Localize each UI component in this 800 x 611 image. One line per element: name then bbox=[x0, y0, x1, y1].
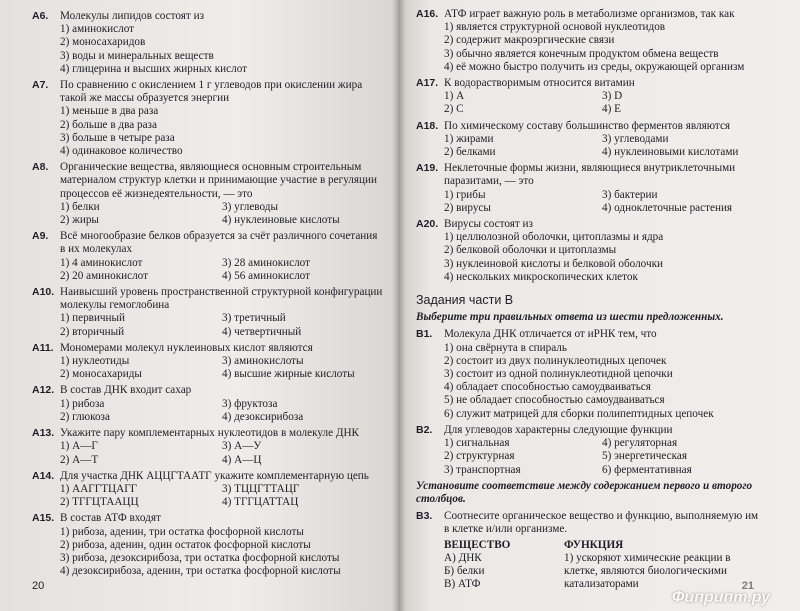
answer-option: 3) третичный bbox=[222, 312, 286, 325]
answer-option: 2) глюкоза bbox=[60, 410, 110, 423]
question-text: Вирусы состоят из bbox=[444, 218, 533, 231]
question-body bbox=[60, 286, 384, 339]
answer-option: 4) Е bbox=[602, 103, 621, 116]
answer-option: 1) сигнальная bbox=[444, 437, 510, 450]
answer-option: 1) первичный bbox=[60, 312, 126, 325]
answer-option: 3) А—У bbox=[222, 440, 262, 453]
question-number: А15. bbox=[32, 512, 55, 525]
answer-options bbox=[60, 398, 384, 424]
question-number: А13. bbox=[32, 427, 55, 440]
match-col2-header: ФУНКЦИЯ bbox=[564, 538, 624, 551]
answer-option: 2) С bbox=[444, 103, 464, 116]
question-number: А8. bbox=[32, 161, 49, 174]
question-body bbox=[444, 218, 760, 284]
instruction-choose-three: Выберите три правильных ответа из шести предложенных. bbox=[416, 311, 724, 324]
question-item bbox=[32, 286, 384, 339]
question-body bbox=[60, 79, 384, 158]
question-number: В2. bbox=[416, 423, 433, 436]
question-text: Молекула ДНК отличается от иРНК тем, что bbox=[444, 328, 657, 341]
question-text: Укажите пару комплементарных нуклеотидов в молекуле ДНК bbox=[60, 427, 360, 440]
answer-option: 2) содержит макроэргические связи bbox=[444, 34, 615, 47]
book-spine-shadow bbox=[392, 0, 406, 611]
question-body bbox=[60, 230, 384, 283]
page-number-left: 20 bbox=[32, 579, 45, 592]
question-text: В состав ДНК входит сахар bbox=[60, 384, 192, 397]
answer-options bbox=[444, 21, 760, 74]
answer-option: 4) обладает способностью самоудваиваться bbox=[444, 381, 651, 394]
answer-option: 3) бактерии bbox=[602, 188, 658, 201]
section-title: Задания части В bbox=[416, 293, 514, 308]
question-body bbox=[444, 424, 760, 477]
question-text: Всё многообразие белков образуется за счёт различного сочетания в их молекулах bbox=[60, 230, 378, 256]
question-item bbox=[32, 161, 384, 227]
answer-option: 2) вирусы bbox=[444, 201, 491, 214]
match-col1-item: В) АТФ bbox=[444, 578, 481, 591]
answer-option: 2) жиры bbox=[60, 214, 99, 227]
answer-option: 1) рибоза bbox=[60, 397, 105, 410]
question-number: А9. bbox=[32, 230, 49, 243]
question-body bbox=[60, 384, 384, 424]
b-questions bbox=[416, 328, 760, 476]
question-item bbox=[32, 230, 384, 283]
answer-option: 4) четвертичный bbox=[222, 325, 302, 338]
answer-option: 6) ферментативная bbox=[602, 463, 692, 476]
answer-option: 1) аминокислот bbox=[60, 23, 135, 36]
question-item bbox=[416, 120, 760, 160]
question-text: По химическому составу большинство ферментов являются bbox=[444, 119, 731, 132]
answer-option: 4) одинаковое количество bbox=[60, 145, 183, 158]
answer-option: 1) нуклеотиды bbox=[60, 355, 130, 368]
match-col1-item: А) ДНК bbox=[444, 551, 482, 564]
answer-option: 3) нуклеиновой кислоты и белковой оболочки bbox=[444, 257, 664, 270]
match-col2 bbox=[564, 552, 760, 592]
page-number-right: 21 bbox=[741, 579, 754, 592]
question-item bbox=[32, 10, 384, 76]
question-number: А7. bbox=[32, 79, 49, 92]
answer-option: 4) её можно быстро получить из среды, окружающей организм bbox=[444, 60, 745, 73]
question-number: А20. bbox=[416, 218, 439, 231]
question-number: А11. bbox=[32, 341, 54, 354]
question-number: А6. bbox=[32, 10, 49, 22]
question-text: В состав АТФ входят bbox=[60, 512, 161, 525]
answer-option: 1) белки bbox=[60, 200, 100, 213]
answer-option: 1) она свёрнута в спираль bbox=[444, 341, 567, 354]
answer-option: 4) нуклеиновыми кислотами bbox=[602, 146, 739, 159]
answer-option: 1) 4 аминокислот bbox=[60, 256, 143, 269]
question-body bbox=[60, 470, 384, 510]
answer-option: 3) углеводами bbox=[602, 132, 669, 145]
answer-option: 4) дезоксирибоза bbox=[222, 410, 304, 423]
question-item bbox=[32, 384, 384, 424]
answer-options bbox=[60, 257, 384, 283]
answer-option: 2) вторичный bbox=[60, 325, 125, 338]
answer-options bbox=[60, 105, 384, 158]
question-number: А12. bbox=[32, 384, 55, 397]
question-body bbox=[444, 8, 760, 74]
answer-option: 2) моносахаридов bbox=[60, 36, 146, 49]
question-number: А14. bbox=[32, 469, 55, 482]
question-body bbox=[444, 77, 760, 117]
answer-option: 3) фруктоза bbox=[222, 397, 278, 410]
answer-option: 1) жирами bbox=[444, 132, 494, 145]
answer-options bbox=[444, 189, 760, 215]
left-page bbox=[0, 0, 398, 611]
question-number: В1. bbox=[416, 328, 433, 341]
question-body bbox=[60, 512, 384, 578]
right-questions bbox=[416, 8, 760, 284]
answer-option: 3) состоит из одной полинуклеотидной цепочки bbox=[444, 368, 673, 381]
question-number: В3. bbox=[416, 510, 433, 523]
question-item bbox=[416, 8, 760, 74]
question-body bbox=[60, 427, 384, 467]
question-body bbox=[60, 342, 384, 382]
answer-option: 2) рибоза, аденин, один остаток фосфорной кислоты bbox=[60, 538, 311, 551]
question-body bbox=[60, 161, 384, 227]
question-number: А16. bbox=[416, 8, 439, 20]
answer-option: 3) обычно является конечным продуктом обмена веществ bbox=[444, 47, 719, 60]
answer-option: 6) служит матрицей для сборки полипептидных цепочек bbox=[444, 407, 714, 420]
answer-option: 1) меньше в два раза bbox=[60, 105, 159, 118]
answer-option: 1) целлюлозной оболочки, цитоплазмы и ядра bbox=[444, 231, 664, 244]
question-item bbox=[32, 470, 384, 510]
answer-option: 1) А bbox=[444, 90, 465, 103]
answer-option: 3) транспортная bbox=[444, 463, 521, 476]
answer-options bbox=[60, 312, 384, 338]
question-item bbox=[416, 77, 760, 117]
answer-options bbox=[444, 342, 760, 421]
question-item bbox=[416, 424, 760, 477]
answer-option: 3) D bbox=[602, 90, 623, 103]
question-text: По сравнению с окислением 1 г углеводов при окислении жира такой же массы образуется энергии bbox=[60, 79, 363, 105]
question-number: А10. bbox=[32, 286, 55, 299]
answer-option: 4) нуклеиновые кислоты bbox=[222, 214, 340, 227]
question-item bbox=[32, 79, 384, 158]
question-text: Наивысший уровень пространственной структурной конфигурации молекулы гемоглобина bbox=[60, 286, 383, 312]
question-item bbox=[416, 162, 760, 215]
answer-options bbox=[444, 90, 760, 116]
question-body bbox=[60, 10, 384, 76]
answer-option: 5) не обладает способностью самоудваиваться bbox=[444, 394, 665, 407]
answer-options bbox=[60, 201, 384, 227]
answer-option: 4) одноклеточные растения bbox=[602, 201, 733, 214]
answer-option: 4) 56 аминокислот bbox=[222, 269, 311, 282]
answer-option: 2) больше в два раза bbox=[60, 118, 157, 131]
question-text: Неклеточные формы жизни, являющиеся внутриклеточными паразитами, — это bbox=[444, 162, 736, 188]
answer-option: 4) регуляторная bbox=[602, 437, 678, 450]
answer-option: 3) воды и минеральных веществ bbox=[60, 49, 214, 62]
answer-options bbox=[60, 23, 384, 76]
question-item bbox=[32, 427, 384, 467]
answer-options bbox=[60, 440, 384, 466]
answer-option: 1) ААГГТЦАГГ bbox=[60, 482, 138, 495]
answer-options bbox=[444, 437, 760, 477]
question-number: А18. bbox=[416, 119, 439, 132]
question-b3 bbox=[416, 510, 760, 591]
match-table bbox=[444, 539, 760, 592]
answer-option: 2) состоит из двух полинуклеотидных цепочек bbox=[444, 354, 667, 367]
question-body bbox=[444, 510, 760, 591]
question-text: Для участка ДНК АЦЦГТААТГ укажите комплементарную цепь bbox=[60, 469, 369, 482]
answer-option: 2) белковой оболочки и цитоплазмы bbox=[444, 244, 617, 257]
answer-option: 4) дезоксирибоза, аденин, три остатка фосфорной кислоты bbox=[60, 565, 341, 578]
match-col1-item: Б) белки bbox=[444, 564, 485, 577]
question-number: А19. bbox=[416, 162, 439, 175]
question-text: Соотнесите органическое вещество и функцию, выполняемую им в клетке и/или организме. bbox=[444, 510, 759, 536]
right-page bbox=[398, 0, 800, 611]
answer-option: 2) ТГГЦТААЦЦ bbox=[60, 496, 139, 509]
question-body bbox=[444, 162, 760, 215]
match-col1 bbox=[444, 552, 564, 592]
answer-option: 1) рибоза, аденин, три остатка фосфорной кислоты bbox=[60, 525, 304, 538]
question-text: К водорастворимым относится витамин bbox=[444, 77, 635, 90]
answer-options bbox=[60, 355, 384, 381]
question-text: АТФ играет важную роль в метаболизме организмов, так как bbox=[444, 8, 735, 20]
answer-option: 1) А—Г bbox=[60, 440, 98, 453]
answer-option: 4) А—Ц bbox=[222, 453, 262, 466]
watermark-logo: Фиприпт.ру bbox=[671, 589, 770, 606]
match-col2-item: 1) ускоряют химические реакции в клетке, являются биологическими катализаторами bbox=[564, 551, 731, 591]
match-col1-header: ВЕЩЕСТВО bbox=[444, 538, 511, 551]
left-questions bbox=[32, 10, 384, 578]
answer-option: 2) А—Т bbox=[60, 453, 99, 466]
question-text: Мономерами молекул нуклеиновых кислот являются bbox=[60, 341, 313, 354]
answer-option: 1) грибы bbox=[444, 188, 486, 201]
answer-option: 3) аминокислоты bbox=[222, 355, 304, 368]
question-text: Для углеводов характерны следующие функции bbox=[444, 423, 673, 436]
answer-option: 4) ТГГЦАТТАЦ bbox=[222, 496, 299, 509]
question-item bbox=[416, 328, 760, 420]
question-text: Органические вещества, являющиеся основным строительным материалом структур клетки и принимающие участие в регуляции процессов её жизнедеятельности, — это bbox=[60, 161, 377, 200]
answer-option: 3) ТЦЦГТТАЦГ bbox=[222, 482, 300, 495]
instruction-match: Установите соответствие между содержанием первого и второго столбцов. bbox=[416, 479, 753, 505]
question-item bbox=[32, 512, 384, 578]
question-body bbox=[444, 120, 760, 160]
question-text: Молекулы липидов состоят из bbox=[60, 10, 205, 22]
answer-option: 4) высшие жирные кислоты bbox=[222, 368, 355, 381]
question-item bbox=[416, 218, 760, 284]
answer-options bbox=[60, 483, 384, 509]
answer-options bbox=[444, 133, 760, 159]
question-number: А17. bbox=[416, 77, 439, 90]
answer-option: 2) моносахариды bbox=[60, 368, 142, 381]
question-body bbox=[444, 328, 760, 420]
answer-option: 3) 28 аминокислот bbox=[222, 256, 311, 269]
answer-option: 1) является структурной основой нуклеотидов bbox=[444, 21, 666, 34]
question-item bbox=[32, 342, 384, 382]
answer-options bbox=[444, 231, 760, 284]
answer-option: 2) структурная bbox=[444, 450, 515, 463]
answer-option: 3) рибоза, дезоксирибоза, три остатка фосфорной кислоты bbox=[60, 551, 340, 564]
answer-option: 3) углеводы bbox=[222, 200, 278, 213]
answer-option: 2) 20 аминокислот bbox=[60, 269, 149, 282]
answer-option: 4) глицерина и высших жирных кислот bbox=[60, 62, 248, 75]
answer-option: 4) нескольких микроскопических клеток bbox=[444, 270, 638, 283]
answer-option: 2) белками bbox=[444, 146, 496, 159]
answer-option: 5) энергетическая bbox=[602, 450, 687, 463]
answer-option: 3) больше в четыре раза bbox=[60, 131, 175, 144]
answer-options bbox=[60, 526, 384, 579]
